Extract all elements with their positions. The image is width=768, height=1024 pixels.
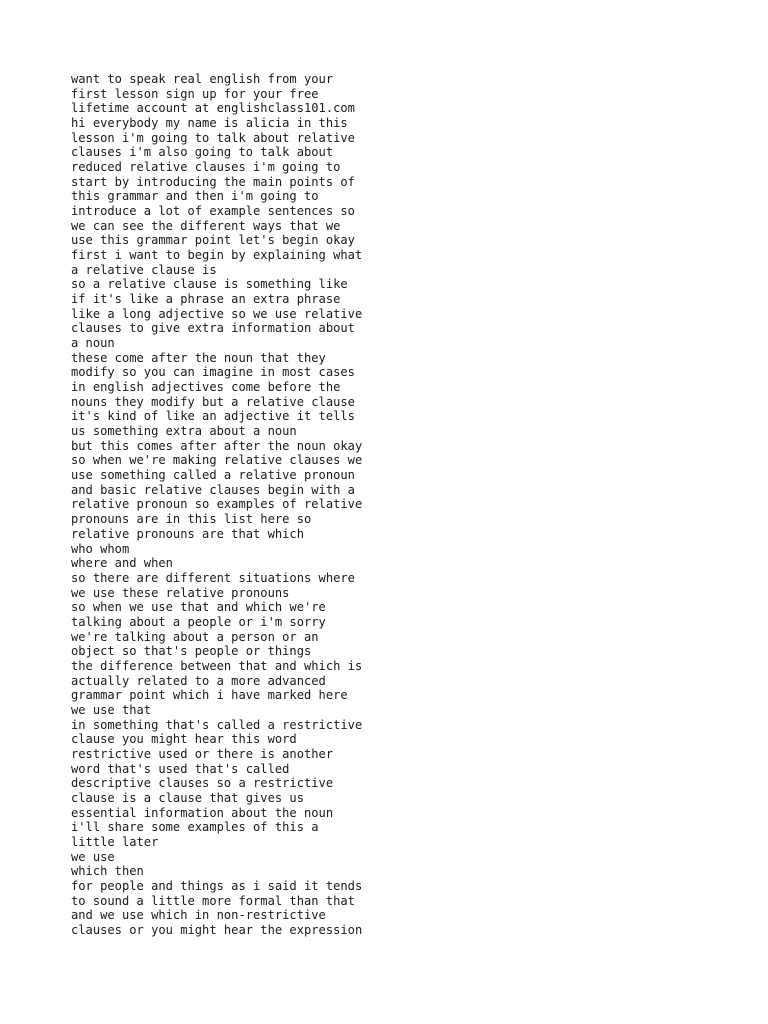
transcript-line: descriptive clauses so a restrictive: [71, 776, 334, 791]
transcript-line: so when we're making relative clauses we: [71, 453, 363, 468]
transcript-line: and basic relative clauses begin with a: [71, 482, 355, 497]
transcript-line: hi everybody my name is alicia in this: [71, 116, 348, 131]
transcript-line: clause is a clause that gives us: [71, 790, 304, 805]
transcript-line: a noun: [71, 336, 115, 351]
transcript-line: which then: [71, 864, 144, 879]
transcript-line: first i want to begin by explaining what: [71, 248, 363, 263]
transcript-line: use this grammar point let's begin okay: [71, 233, 355, 248]
transcript-line: we can see the different ways that we: [71, 218, 341, 233]
transcript-line: i'll share some examples of this a: [71, 820, 319, 835]
transcript-line: modify so you can imagine in most cases: [71, 365, 355, 380]
transcript-line: the difference between that and which is: [71, 658, 363, 673]
transcript-line: us something extra about a noun: [71, 424, 297, 439]
transcript-line: introduce a lot of example sentences so: [71, 204, 355, 219]
transcript-line: and we use which in non-restrictive: [71, 908, 326, 923]
transcript-line: essential information about the noun: [71, 805, 334, 820]
transcript-line: in something that's called a restrictive: [71, 717, 363, 732]
transcript-line: for people and things as i said it tends: [71, 878, 363, 893]
transcript-line: want to speak real english from your: [71, 72, 334, 86]
transcript-line: these come after the noun that they: [71, 350, 326, 365]
transcript-line: we use that: [71, 702, 152, 717]
transcript-line: this grammar and then i'm going to: [71, 189, 319, 204]
transcript-line: lifetime account at englishclass101.com: [71, 101, 355, 116]
transcript-line: so when we use that and which we're: [71, 600, 326, 615]
transcript-line: little later: [71, 834, 159, 849]
transcript-line: we use: [71, 849, 115, 864]
transcript-line: object so that's people or things: [71, 644, 312, 659]
transcript-line: it's kind of like an adjective it tells: [71, 409, 355, 424]
transcript-line: if it's like a phrase an extra phrase: [71, 292, 341, 307]
transcript-line: restrictive used or there is another: [71, 746, 334, 761]
transcript-line: lesson i'm going to talk about relative: [71, 130, 355, 145]
transcript-text: [71, 72, 731, 938]
transcript-line: start by introducing the main points of: [71, 174, 355, 189]
transcript-line: first lesson sign up for your free: [71, 86, 319, 101]
transcript-line: pronouns are in this list here so: [71, 512, 312, 527]
transcript-line: talking about a people or i'm sorry: [71, 614, 326, 629]
transcript-line: so there are different situations where: [71, 570, 355, 585]
transcript-line: clause you might hear this word: [71, 732, 297, 747]
transcript-line: relative pronoun so examples of relative: [71, 497, 363, 512]
transcript-line: use something called a relative pronoun: [71, 468, 355, 483]
transcript-line: where and when: [71, 556, 173, 571]
transcript-line: clauses or you might hear the expression: [71, 922, 363, 937]
transcript-line: actually related to a more advanced: [71, 673, 326, 688]
transcript-line: nouns they modify but a relative clause: [71, 394, 355, 409]
transcript-line: clauses to give extra information about: [71, 321, 355, 336]
transcript-line: clauses i'm also going to talk about: [71, 145, 334, 160]
transcript-line: reduced relative clauses i'm going to: [71, 160, 341, 175]
transcript-line: to sound a little more formal than that: [71, 893, 355, 908]
transcript-line: but this comes after after the noun okay: [71, 438, 363, 453]
transcript-line: relative pronouns are that which: [71, 526, 304, 541]
transcript-line: who whom: [71, 541, 130, 556]
transcript-line: a relative clause is: [71, 262, 217, 277]
transcript-line: we use these relative pronouns: [71, 585, 290, 600]
transcript-line: so a relative clause is something like: [71, 277, 348, 292]
transcript-line: grammar point which i have marked here: [71, 688, 348, 703]
transcript-line: we're talking about a person or an: [71, 629, 319, 644]
transcript-line: in english adjectives come before the: [71, 380, 341, 395]
transcript-line: like a long adjective so we use relative: [71, 306, 363, 321]
transcript-line: word that's used that's called: [71, 761, 290, 776]
